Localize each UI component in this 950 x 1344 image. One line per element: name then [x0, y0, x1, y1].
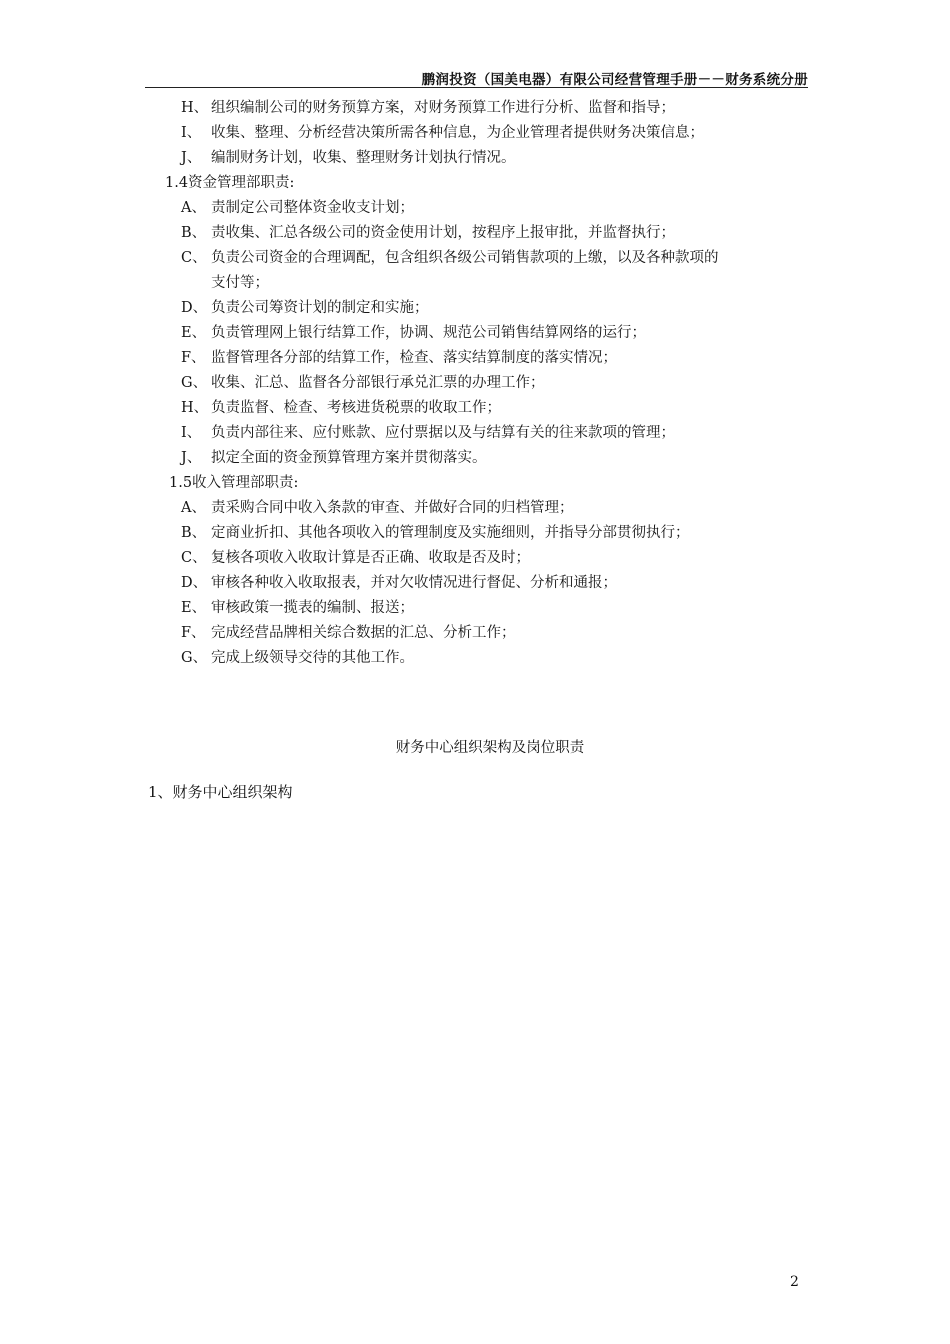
list-marker: B、 [181, 525, 207, 541]
list-item-text: 复核各项收入收取计算是否正确、收取是否及时； [211, 550, 530, 566]
list-marker: I、 [181, 125, 202, 141]
page-number: 2 [790, 1274, 799, 1290]
list-marker: A、 [181, 500, 206, 516]
list-marker: E、 [181, 325, 207, 341]
list-item-text: 完成经营品牌相关综合数据的汇总、分析工作； [211, 625, 516, 641]
list-item-text: 拟定全面的资金预算管理方案并贯彻落实。 [211, 450, 487, 466]
list-marker: D、 [181, 575, 208, 591]
list-item [181, 448, 487, 468]
list-item [181, 548, 530, 568]
list-marker: J、 [181, 150, 202, 166]
list-marker: G、 [181, 650, 208, 666]
list-item [181, 623, 516, 643]
list-item [181, 223, 675, 243]
list-marker: G、 [181, 375, 208, 391]
list-item [181, 248, 719, 268]
list-item [181, 498, 574, 518]
list-marker: C、 [181, 550, 207, 566]
list-item-text: 监督管理各分部的结算工作，检查、落实结算制度的落实情况； [211, 350, 617, 366]
list-item-text: 组织编制公司的财务预算方案，对财务预算工作进行分析、监督和指导； [211, 100, 675, 116]
list-marker: H、 [181, 100, 209, 116]
list-item-text: 负责管理网上银行结算工作，协调、规范公司销售结算网络的运行； [211, 325, 646, 341]
list-item [181, 298, 429, 318]
section-heading-1-4: 1.4资金管理部职责: [165, 175, 295, 191]
header-divider [145, 87, 808, 88]
list-item [181, 123, 704, 143]
list-item-text: 编制财务计划，收集、整理财务计划执行情况。 [211, 150, 516, 166]
list-item-text: 负责公司筹资计划的制定和实施； [211, 300, 429, 316]
list-item [181, 198, 414, 218]
list-item [181, 323, 646, 343]
list-item-text: 收集、整理、分析经营决策所需各种信息，为企业管理者提供财务决策信息； [211, 125, 704, 141]
list-item-continuation: 支付等； [211, 275, 269, 291]
list-item [181, 648, 414, 668]
list-item-text: 责制定公司整体资金收支计划； [211, 200, 414, 216]
list-marker: F、 [181, 625, 206, 641]
document-header-title: 鹏润投资（国美电器）有限公司经营管理手册－－财务系统分册 [421, 72, 808, 88]
list-item [181, 523, 690, 543]
list-marker: H、 [181, 400, 209, 416]
list-marker: F、 [181, 350, 206, 366]
list-item [181, 423, 675, 443]
list-marker: A、 [181, 200, 206, 216]
list-item-text: 审核政策一揽表的编制、报送； [211, 600, 414, 616]
list-item-text: 责采购合同中收入条款的审查、并做好合同的归档管理； [211, 500, 574, 516]
list-item-text: 定商业折扣、其他各项收入的管理制度及实施细则，并指导分部贯彻执行； [211, 525, 690, 541]
list-marker: B、 [181, 225, 207, 241]
list-marker: C、 [181, 250, 207, 266]
list-item-text: 责收集、汇总各级公司的资金使用计划，按程序上报审批，并监督执行； [211, 225, 675, 241]
document-subtitle: 财务中心组织架构及岗位职责 [395, 740, 585, 756]
list-marker: J、 [181, 450, 202, 466]
list-item [181, 148, 516, 168]
list-marker: D、 [181, 300, 208, 316]
list-item [181, 98, 675, 118]
list-marker: E、 [181, 600, 207, 616]
list-item-text: 负责公司资金的合理调配，包含组织各级公司销售款项的上缴，以及各种款项的 [211, 250, 719, 266]
list-item [181, 573, 617, 593]
list-item [181, 598, 414, 618]
section-heading-1-5: 1.5收入管理部职责: [169, 475, 299, 491]
subsection-heading: 1、财务中心组织架构 [148, 783, 293, 801]
list-item-text: 审核各种收入收取报表，并对欠收情况进行督促、分析和通报； [211, 575, 617, 591]
list-item-text: 收集、汇总、监督各分部银行承兑汇票的办理工作； [211, 375, 545, 391]
list-item [181, 348, 617, 368]
list-item-text: 完成上级领导交待的其他工作。 [211, 650, 414, 666]
list-item-text: 负责内部往来、应付账款、应付票据以及与结算有关的往来款项的管理； [211, 425, 675, 441]
list-item [181, 398, 501, 418]
list-item [181, 373, 545, 393]
list-item-text: 负责监督、检查、考核进货税票的收取工作； [211, 400, 501, 416]
list-marker: I、 [181, 425, 202, 441]
